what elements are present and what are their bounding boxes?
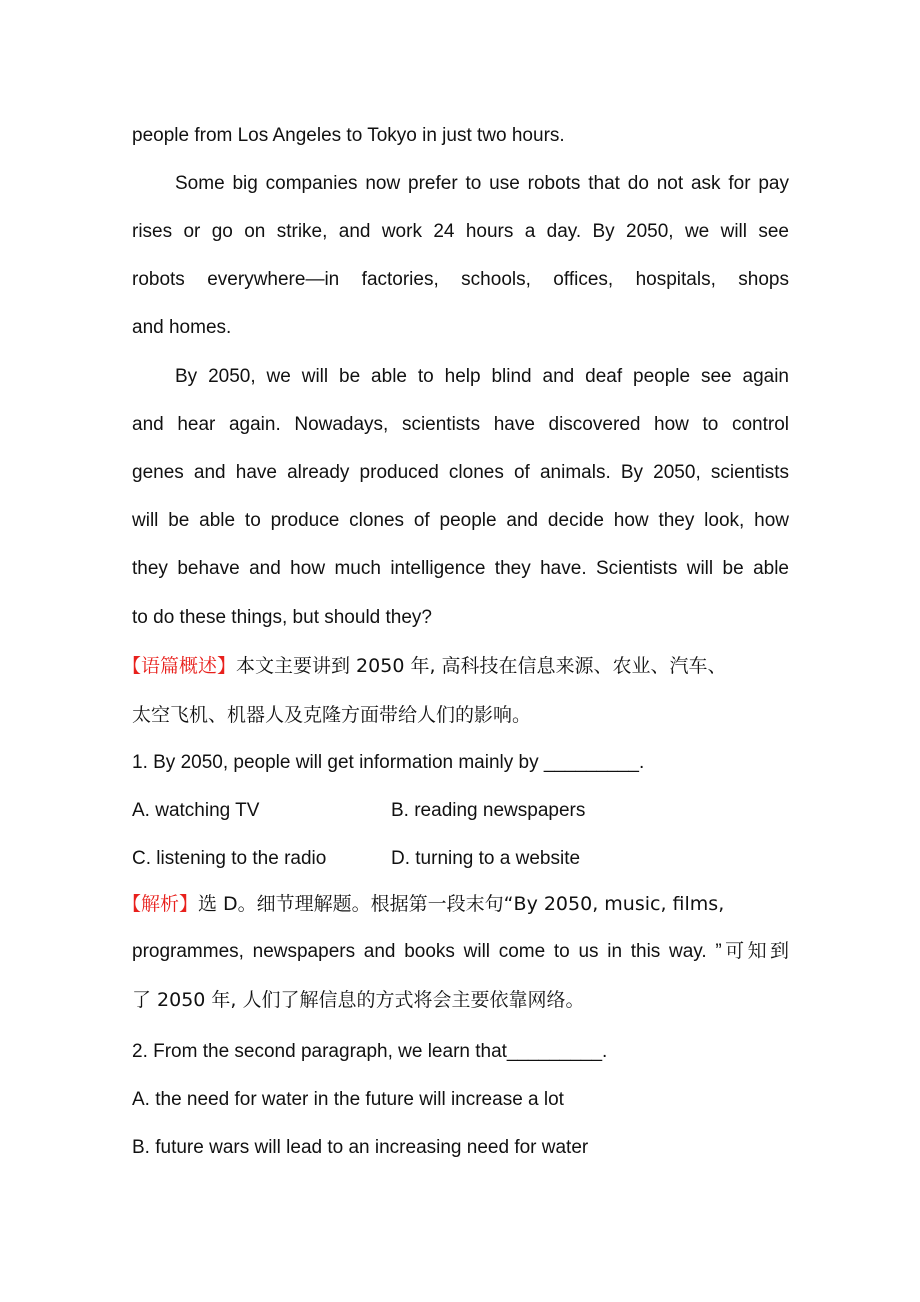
passage-line: genes and have already produced clones of animals. By 2050, scientists — [132, 462, 789, 483]
passage-line: By 2050, we will be able to help blind and deaf people see again — [175, 366, 789, 387]
question-1-option-d: D. turning to a website — [391, 848, 581, 869]
summary-line-2: 太空飞机、机器人及克隆方面带给人们的影响。 — [132, 704, 532, 726]
passage-line: robots everywhere—in factories, schools, offices, hospitals, shops — [132, 269, 789, 290]
passage-line: to do these things, but should they? — [132, 607, 432, 628]
passage-line: they behave and how much intelligence they have. Scientists will be able — [132, 558, 789, 579]
passage-line: and homes. — [132, 317, 232, 338]
summary-text: 本文主要讲到 2050 年, 高科技在信息来源、农业、汽车、 — [236, 655, 727, 677]
question-1-options-row-2 — [132, 847, 789, 871]
analysis-label: 【解析】 — [122, 893, 199, 915]
summary-line-1 — [122, 654, 779, 678]
passage-line: and hear again. Nowadays, scientists have discovered how to control — [132, 414, 789, 435]
question-2-stem: 2. From the second paragraph, we learn that_________. — [132, 1041, 608, 1062]
passage-line: will be able to produce clones of people and decide how they look, how — [132, 510, 789, 531]
summary-label: 【语篇概述】 — [122, 655, 237, 677]
question-1-option-c: C. listening to the radio — [132, 848, 327, 869]
question-1-options-row-1 — [132, 799, 789, 823]
passage-line: Some big companies now prefer to use robots that do not ask for pay — [175, 173, 789, 194]
analysis-line-2: programmes, newspapers and books will come to us in this way. ”可知到 — [132, 941, 789, 962]
analysis-line-1 — [122, 892, 789, 916]
passage-line: people from Los Angeles to Tokyo in just two hours. — [132, 125, 565, 146]
question-1-stem: 1. By 2050, people will get information mainly by _________. — [132, 752, 645, 773]
passage-line: rises or go on strike, and work 24 hours a day. By 2050, we will see — [132, 221, 789, 242]
question-2-option-a: A. the need for water in the future will increase a lot — [132, 1089, 564, 1110]
analysis-line-3: 了 2050 年, 人们了解信息的方式将会主要依靠网络。 — [132, 989, 585, 1011]
question-2-option-b: B. future wars will lead to an increasing need for water — [132, 1137, 589, 1158]
question-1-option-b: B. reading newspapers — [391, 800, 586, 821]
analysis-text: 选 D。细节理解题。根据第一段末句“By 2050, music, films, — [198, 893, 725, 915]
question-1-option-a: A. watching TV — [132, 800, 260, 821]
